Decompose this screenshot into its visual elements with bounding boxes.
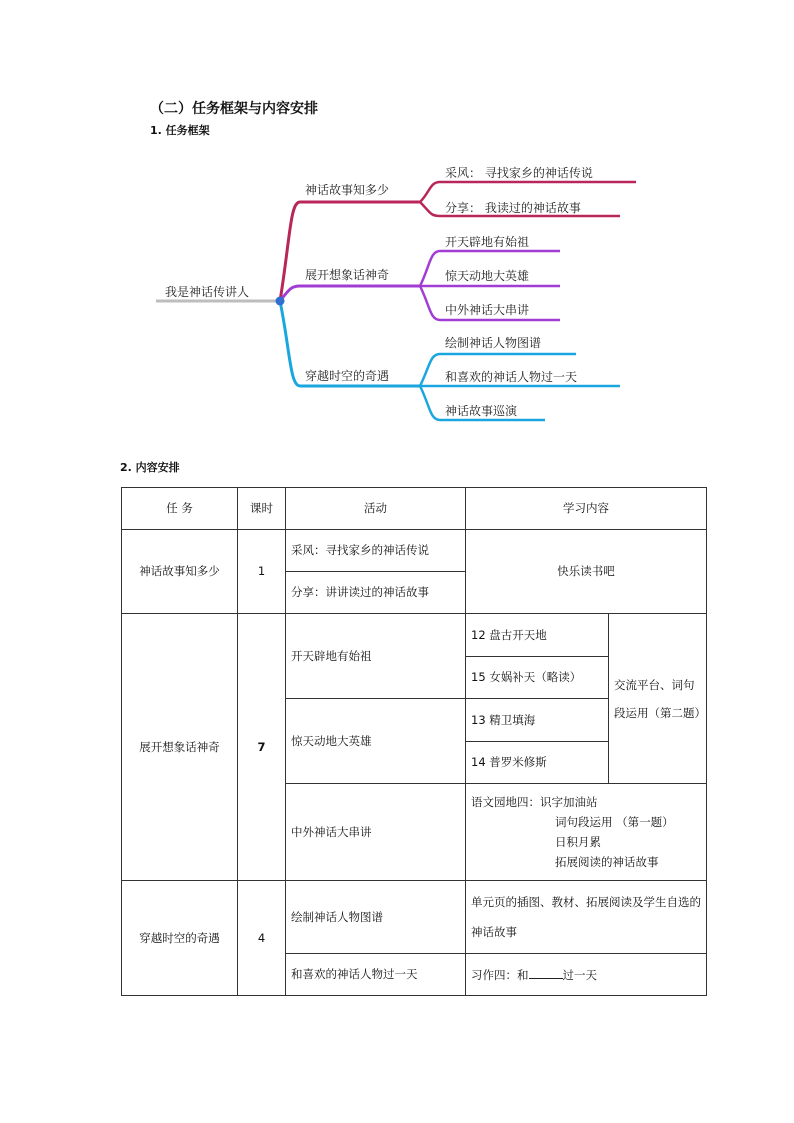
leaf-label-2-1: 开天辟地有始祖 bbox=[445, 235, 530, 249]
garden-line: 拓展阅读的神话故事 bbox=[555, 855, 659, 869]
leaf-connector-1-1 bbox=[420, 182, 636, 202]
subtitle-content: 2. 内容安排 bbox=[120, 461, 180, 474]
section-title: （二）任务框架与内容安排 bbox=[150, 101, 318, 117]
header-hours: 课时 bbox=[238, 488, 286, 530]
activity-cell: 绘制神话人物图谱 bbox=[286, 881, 466, 954]
activity-cell: 分享：讲讲读过的神话故事 bbox=[286, 572, 466, 614]
task-cell: 展开想象话神奇 bbox=[122, 614, 238, 881]
hours-cell: 1 bbox=[238, 530, 286, 614]
garden-line: 语文园地四：识字加油站 bbox=[471, 795, 598, 809]
garden-line: 日积月累 bbox=[555, 835, 601, 849]
leaf-label-3-3: 神话故事巡演 bbox=[445, 404, 518, 418]
garden-content-cell bbox=[466, 784, 707, 881]
table-row bbox=[122, 881, 707, 954]
header-task: 任 务 bbox=[122, 488, 238, 530]
leaf-label-1-2: 分享： 我读过的神话故事 bbox=[445, 201, 581, 215]
activity-cell: 和喜欢的神话人物过一天 bbox=[286, 954, 466, 996]
activity-cell: 开天辟地有始祖 bbox=[286, 614, 466, 699]
table-row bbox=[122, 530, 707, 572]
fill-in-blank bbox=[529, 966, 563, 979]
lesson-cell: 14 普罗米修斯 bbox=[466, 742, 609, 784]
leaf-label-2-2: 惊天动地大英雄 bbox=[445, 269, 530, 283]
hours-cell: 4 bbox=[238, 881, 286, 996]
hours-cell: 7 bbox=[238, 614, 286, 881]
header-content: 学习内容 bbox=[466, 488, 707, 530]
content-cell: 单元页的插图、教材、拓展阅读及学生自选的神话故事 bbox=[466, 881, 707, 954]
leaf-label-1-1: 采风： 寻找家乡的神话传说 bbox=[445, 166, 593, 180]
task-cell: 穿越时空的奇遇 bbox=[122, 881, 238, 996]
table-row bbox=[122, 614, 707, 657]
branch-connector-3 bbox=[280, 301, 300, 386]
side-content-cell: 交流平台、词句段运用（第二题） bbox=[609, 614, 707, 784]
lesson-cell: 12 盘古开天地 bbox=[466, 614, 609, 657]
leaf-label-3-2: 和喜欢的神话人物过一天 bbox=[445, 370, 578, 384]
task-cell: 神话故事知多少 bbox=[122, 530, 238, 614]
table-header-row bbox=[122, 488, 707, 530]
content-arrangement-table bbox=[121, 487, 707, 996]
lesson-cell: 13 精卫填海 bbox=[466, 699, 609, 742]
leaf-label-2-3: 中外神话大串讲 bbox=[445, 303, 530, 317]
essay-prefix: 习作四：和 bbox=[471, 967, 529, 982]
subtitle-framework: 1. 任务框架 bbox=[150, 124, 210, 137]
essay-suffix: 过一天 bbox=[562, 967, 597, 982]
content-cell bbox=[466, 954, 707, 996]
branch-label-1: 神话故事知多少 bbox=[305, 183, 390, 197]
activity-cell: 惊天动地大英雄 bbox=[286, 699, 466, 784]
content-cell: 快乐读书吧 bbox=[466, 530, 707, 614]
root-node-dot bbox=[276, 297, 285, 306]
header-activity: 活动 bbox=[286, 488, 466, 530]
lesson-cell: 15 女娲补天（略读） bbox=[466, 657, 609, 699]
activity-cell: 采风：寻找家乡的神话传说 bbox=[286, 530, 466, 572]
garden-line: 词句段运用 （第一题） bbox=[555, 815, 674, 829]
root-label: 我是神话传讲人 bbox=[165, 285, 250, 299]
activity-cell: 中外神话大串讲 bbox=[286, 784, 466, 881]
leaf-label-3-1: 绘制神话人物图谱 bbox=[445, 336, 542, 350]
branch-label-3: 穿越时空的奇遇 bbox=[305, 369, 390, 383]
branch-label-2: 展开想象话神奇 bbox=[305, 268, 390, 282]
task-framework-mindmap bbox=[0, 150, 794, 440]
